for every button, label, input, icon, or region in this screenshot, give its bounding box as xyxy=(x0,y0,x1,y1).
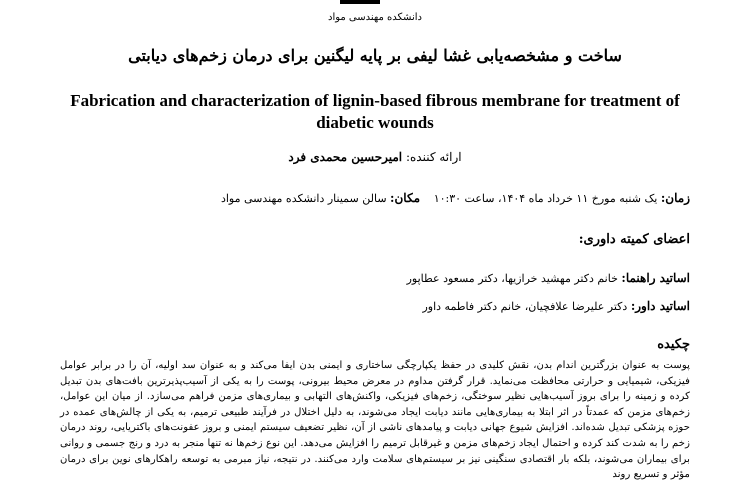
judges-value: دکتر علیرضا علافچیان، خانم دکتر فاطمه داور xyxy=(422,300,628,313)
place-value: سالن سمینار دانشکده مهندسی مواد xyxy=(220,192,387,205)
time-label: زمان: xyxy=(660,191,690,205)
presenter-label: ارائه کننده: xyxy=(405,150,462,164)
abstract-body xyxy=(60,358,690,483)
faculty-name: دانشکده مهندسی مواد xyxy=(327,12,422,23)
committee-heading: اعضای کمیته داوری: xyxy=(578,232,690,247)
presenter-name: امیرحسین محمدی فرد xyxy=(288,150,403,164)
place-line xyxy=(120,191,420,205)
judges-line xyxy=(422,299,690,313)
title-english: Fabrication and characterization of lignin-based fibrous membrane for treatment of diabetic wounds xyxy=(70,91,680,132)
abstract-text: پوست به عنوان بزرگترین اندام بدن، نقش کلیدی در حفظ یکپارچگی ساختاری و ایمنی بدن ایفا می‌کند و به عنوان سد اولیه، آن را در برابر عوامل فیزیکی، شیمیایی و حرارتی محافظت می‌نماید. قرار گرفتن مداوم در معرض محیط بیرونی، پوست را به یکی از آسیب‌پذیرترین بافت‌های بدن تبدیل کرده و زمینه را برای بروز آسیب‌هایی نظیر سوختگی، زخم‌های فیزیکی، واکنش‌های التهابی و بیماری‌های مزمن فراهم می‌سازد. از میان این عوامل، زخم‌های مزمن که عمدتاً در اثر ابتلا به بیماری‌هایی مانند دیابت ایجاد می‌شوند، به دلیل اختلال در فرآیند طبیعی ترمیم، به یکی از چالش‌های عمده در حوزه پزشکی تبدیل شده‌اند. افزایش شیوع جهانی دیابت و پیامدهای ناشی از آن، نظیر تضعیف سیستم ایمنی و بروز عفونت‌های باکتریایی، روند درمان زخم را به شدت کند کرده و احتمال ایجاد زخم‌های مزمن و غیرقابل ترمیم را افزایش می‌دهد. این نوع زخم‌ها نه تنها منجر به درد و رنج جسمی و روانی برای بیماران می‌شوند، بلکه بار اقتصادی سنگینی نیز بر سیستم‌های سلامت وارد می‌کنند. در نتیجه، نیاز مبرمی به توسعه راهکارهای نوین برای درمان مؤثر و تسریع روند xyxy=(60,360,690,481)
top-decoration-bar xyxy=(340,0,380,4)
judges-label: اساتید داور: xyxy=(630,299,690,313)
time-line xyxy=(434,191,690,205)
presenter-line xyxy=(0,150,750,164)
advisors-label: اساتید راهنما: xyxy=(621,271,690,285)
title-persian: ساخت و مشخصه‌یابی غشا لیفی بر پایه لیگنین برای درمان زخم‌های دیابتی xyxy=(128,46,622,65)
advisors-value: خانم دکتر مهشید خرازیها، دکتر مسعود عطاپور xyxy=(406,272,618,285)
abstract-heading: چکیده xyxy=(657,337,690,352)
place-label: مکان: xyxy=(390,191,420,205)
advisors-line xyxy=(407,271,690,285)
time-value: یک شنبه مورخ ۱۱ خرداد ماه ۱۴۰۴، ساعت ۱۰:۳۰ xyxy=(433,192,658,205)
